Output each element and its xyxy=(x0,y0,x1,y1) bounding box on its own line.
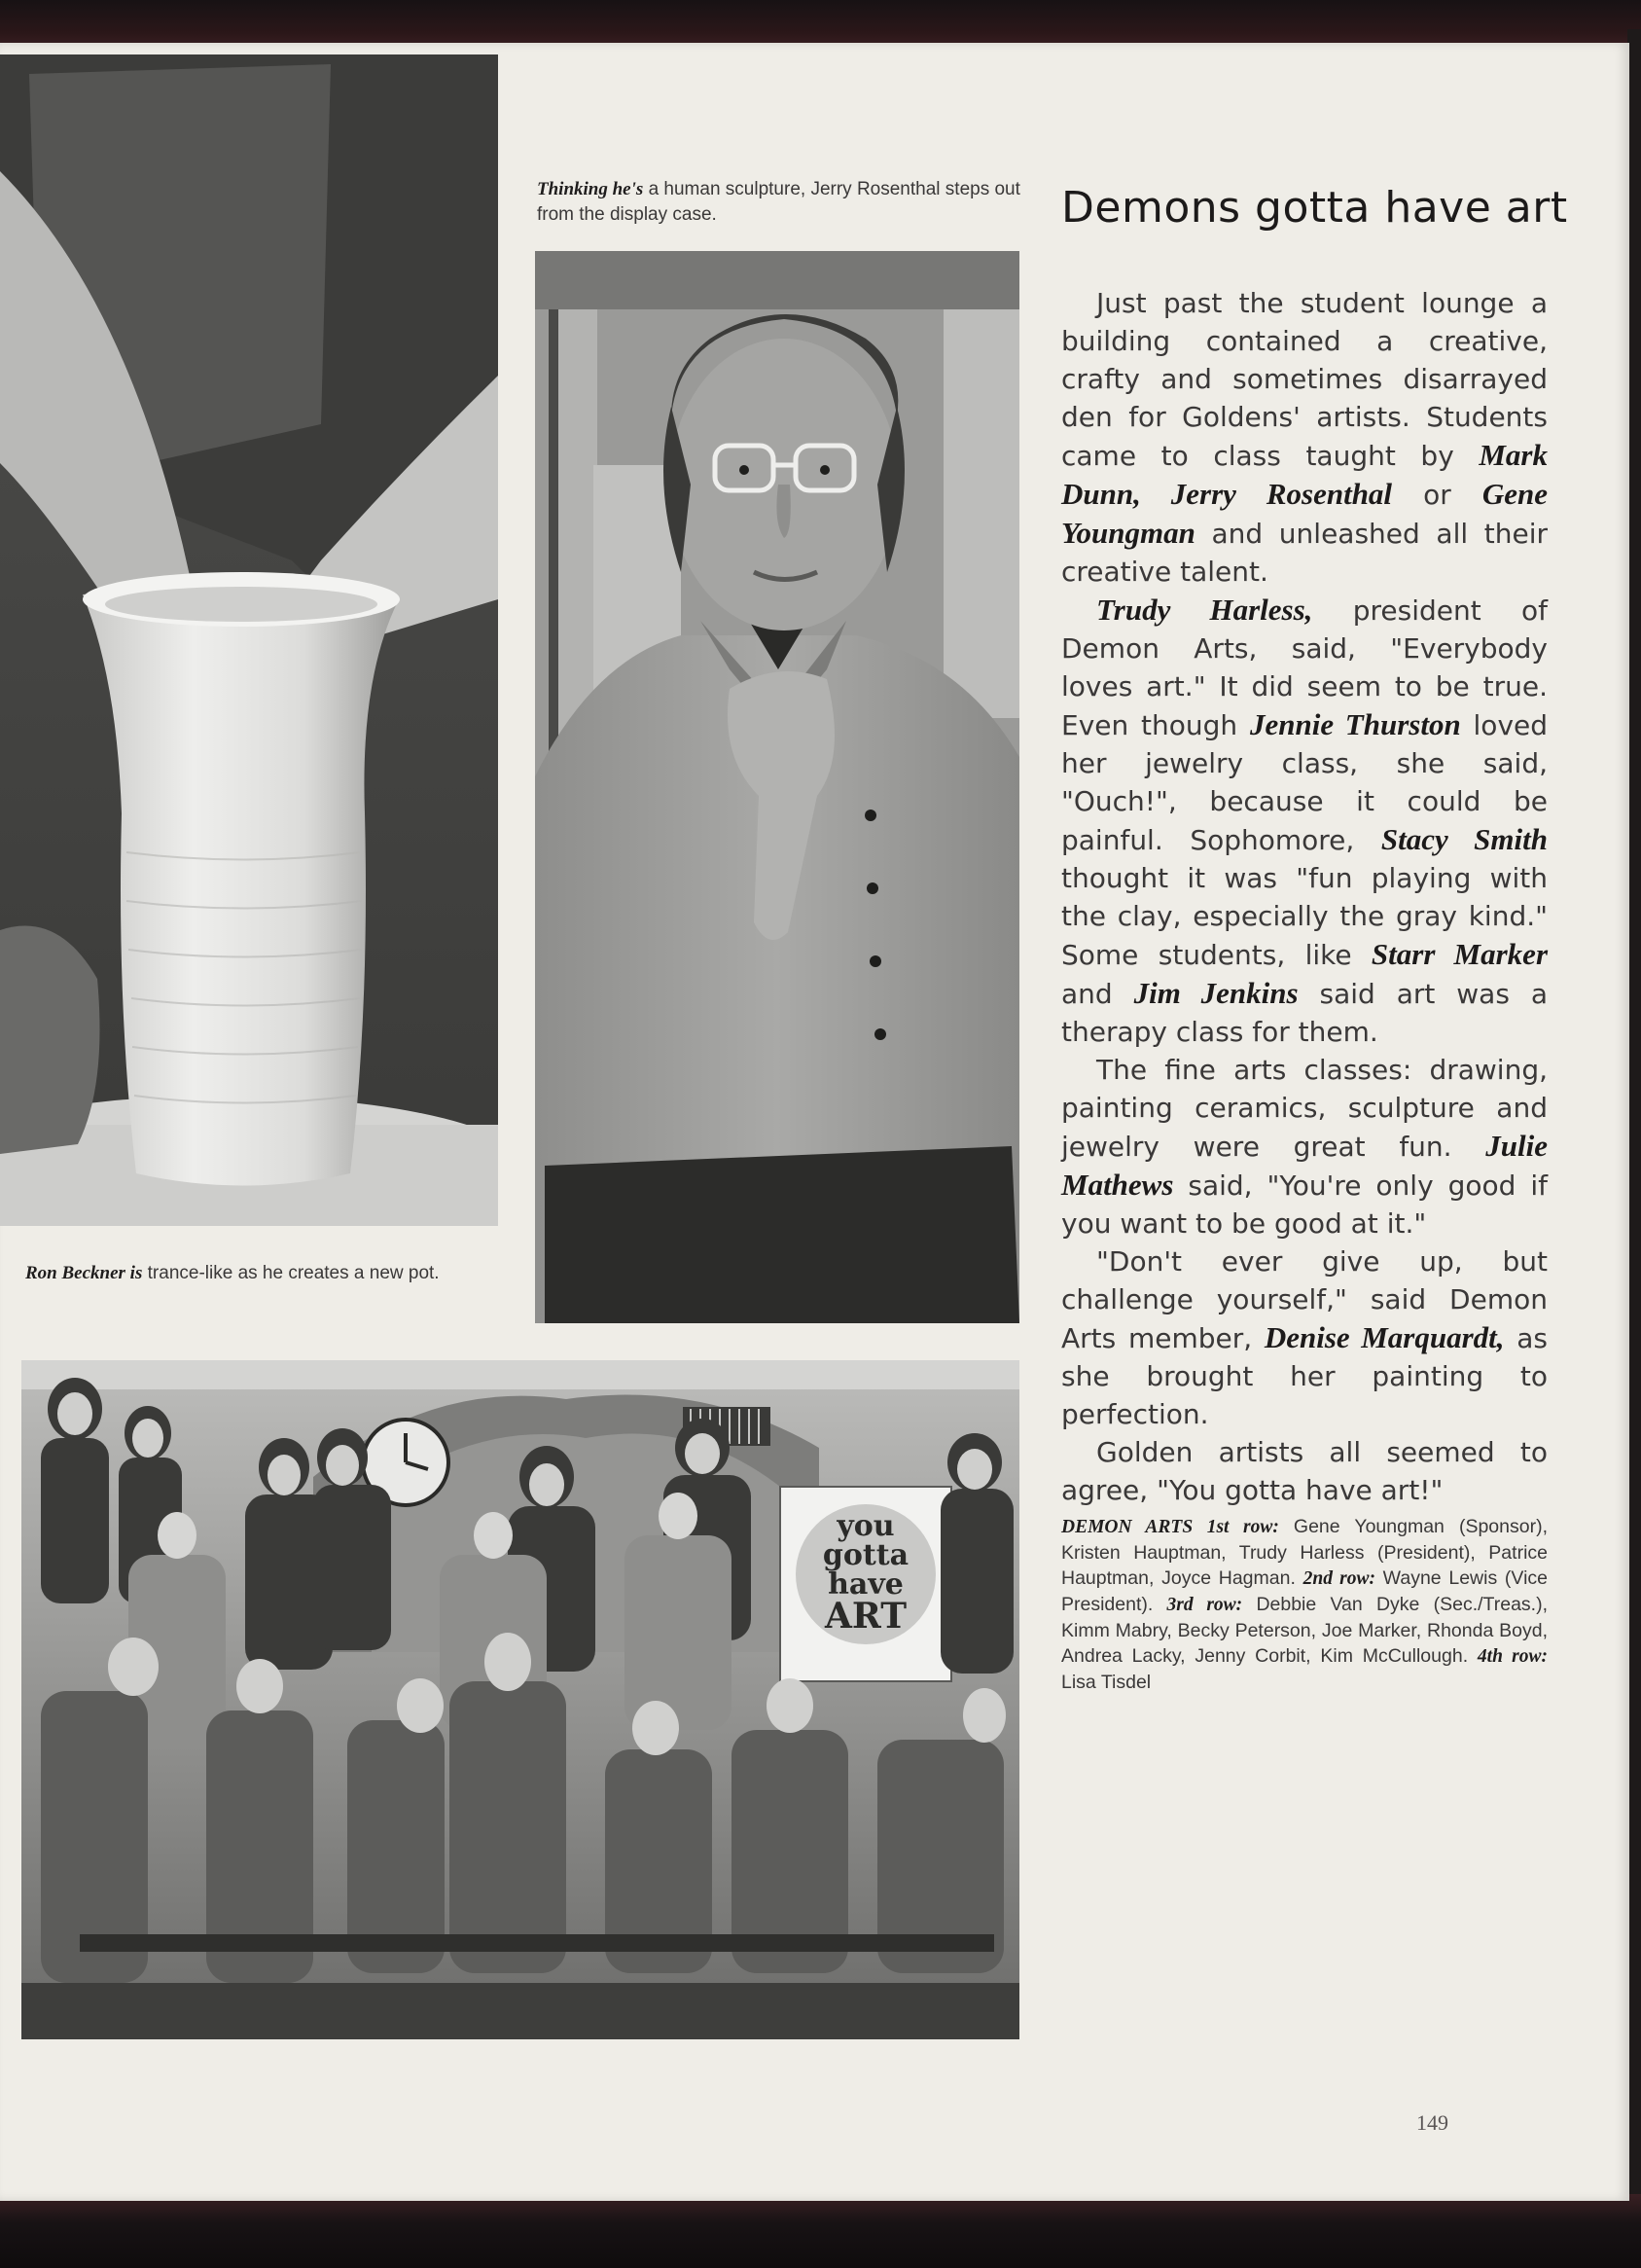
article-text: said, "You're only good if you want to be good at it." xyxy=(1061,1170,1548,1240)
roster-row-label: 3rd row: xyxy=(1166,1595,1243,1615)
article-text: said art was a therapy class for them. xyxy=(1061,978,1549,1048)
article-paragraph-4 xyxy=(1061,1242,1548,1433)
rosenthal-caption-text: a human sculpture, Jerry Rosenthal steps out from the display case. xyxy=(537,179,1020,225)
sign-line-2: gotta xyxy=(822,1538,910,1572)
article-text: thought it was "fun playing with the clay, especially the gray kind." Some students, like xyxy=(1061,862,1548,971)
group-roster-caption xyxy=(1061,1514,1548,1695)
article-text: The fine arts classes: drawing, painting ceramics, sculpture and jewelry were great fun. xyxy=(1061,1054,1548,1163)
book-edge-right xyxy=(1627,29,1641,2209)
article-text: or xyxy=(1423,479,1451,511)
page-headline: Demons gotta have art xyxy=(1061,183,1568,233)
student-name: Mark Dunn, Jerry Rosenthal xyxy=(1061,438,1548,511)
student-name: Gene Youngman xyxy=(1061,477,1549,550)
page-number: 149 xyxy=(1416,2110,1448,2135)
student-name: Julie Mathews xyxy=(1061,1129,1548,1202)
article-text: and xyxy=(1061,978,1113,1010)
roster-row-label: 4th row: xyxy=(1477,1646,1548,1667)
sign-line-3: have xyxy=(828,1567,904,1602)
student-name: Trudy Harless, xyxy=(1096,593,1313,627)
article-text: Just past the student lounge a building contained a creative, crafty and sometimes disarrayed den for Goldens' artists. Students came to class taught by xyxy=(1061,287,1548,472)
pottery-caption-text: trance-like as he creates a new pot. xyxy=(147,1263,440,1283)
article-text: "Don't ever give up, but challenge yourself," said Demon Arts member, xyxy=(1061,1245,1548,1354)
pottery-caption xyxy=(25,1261,517,1286)
rosenthal-caption-lead: Thinking he's xyxy=(537,179,644,199)
roster-row-1: Gene Youngman (Sponsor), Kristen Hauptman, Trudy Harless (President), Patrice Hauptman, Joyce Hagman. xyxy=(1061,1516,1548,1589)
article-paragraph-5 xyxy=(1061,1433,1548,1509)
article-paragraph-1 xyxy=(1061,284,1548,591)
article-text: as she brought her painting to perfection. xyxy=(1061,1322,1549,1430)
article-text: and unleashed all their creative talent. xyxy=(1061,518,1549,588)
pottery-caption-lead: Ron Beckner is xyxy=(25,1263,143,1283)
article-text: Golden artists all seemed to agree, "You gotta have art!" xyxy=(1061,1436,1548,1506)
roster-heading: DEMON ARTS 1st row: xyxy=(1061,1517,1279,1537)
student-name: Stacy Smith xyxy=(1380,822,1548,856)
group-photo xyxy=(21,1360,1019,2039)
pottery-photo xyxy=(0,54,498,1226)
student-name: Jennie Thurston xyxy=(1250,707,1461,741)
student-name: Jim Jenkins xyxy=(1133,976,1299,1010)
roster-row-2: Wayne Lewis (Vice President). xyxy=(1061,1567,1548,1615)
student-name: Denise Marquardt, xyxy=(1264,1320,1505,1354)
roster-row-3: Debbie Van Dyke (Sec./Treas.), Kimm Mabry, Becky Peterson, Joe Marker, Rhonda Boyd, Andrea Lacky, Jenny Corbit, Kim McCullough. xyxy=(1061,1594,1549,1667)
book-binding-bottom xyxy=(0,2194,1641,2268)
roster-row-4: Lisa Tisdel xyxy=(1061,1672,1152,1693)
article-paragraph-3 xyxy=(1061,1051,1548,1242)
rosenthal-caption xyxy=(537,177,1033,228)
article-body xyxy=(1061,284,1548,1509)
article-paragraph-2 xyxy=(1061,591,1548,1051)
sign-line-4: ART xyxy=(824,1596,908,1637)
article-text: loved her jewelry class, she said, "Ouch!", because it could be painful. Sophomore, xyxy=(1061,709,1549,856)
roster-row-label: 2nd row: xyxy=(1302,1568,1375,1589)
rosenthal-photo xyxy=(535,251,1019,1323)
sign-line-1: you xyxy=(837,1509,895,1543)
student-name: Starr Marker xyxy=(1371,937,1549,971)
article-text: president of Demon Arts, said, "Everybody loves art." It did seem to be true. Even though xyxy=(1061,594,1548,741)
book-binding-top xyxy=(0,0,1641,49)
